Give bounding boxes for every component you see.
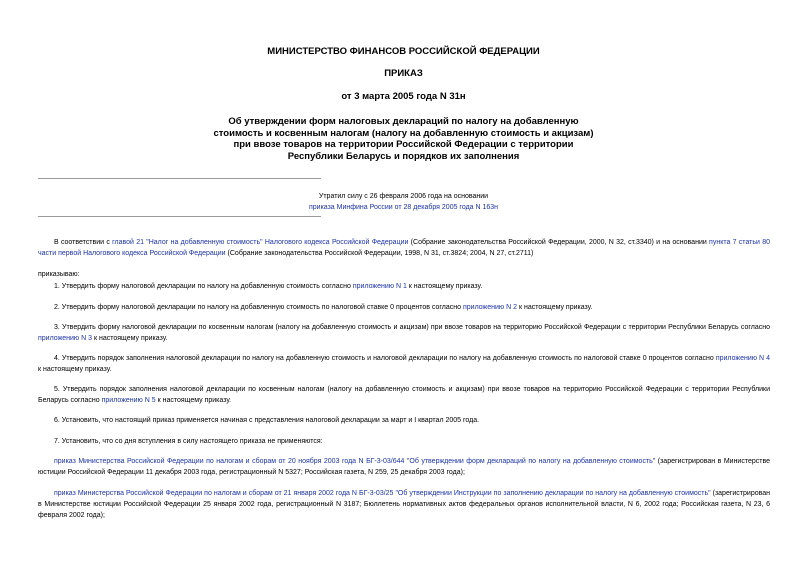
preamble-text: (Собрание законодательства Российской Федерации, 2000, N 32, ст.3340) и на основании: [408, 239, 710, 246]
title-line: стоимость и косвенным налогам (налогу на добавленную стоимость и акцизам): [213, 127, 594, 139]
item-text: к настоящему приказу.: [92, 335, 168, 342]
appendix-1-link[interactable]: приложению N 1: [352, 283, 407, 290]
ministry-heading: МИНИСТЕРСТВО ФИНАНСОВ РОССИЙСКОЙ ФЕДЕРАЦИИ: [267, 46, 540, 57]
order-item-2: [38, 302, 770, 313]
preamble-text: В соответствии с: [54, 239, 113, 246]
expired-link[interactable]: приказа Минфина России от 28 декабря 2005 года N 163н: [308, 204, 499, 211]
repealed-ref-2: [38, 488, 770, 521]
doc-type-heading: ПРИКАЗ: [384, 68, 423, 79]
item-text: 4. Утвердить порядок заполнения налоговой декларации по налогу на добавленную стоимость и налоговой декларации по налогу на добавленную стоимость по налоговой ставке 0 процентов согласно: [54, 355, 716, 362]
title-line: Республики Беларусь и порядков их заполнения: [287, 150, 520, 162]
order-item-3: [38, 322, 770, 344]
preamble-link-article80[interactable]: пункта 7 статьи 80 части первой Налогового кодекса Российской Федерации: [38, 239, 771, 257]
repealed-ref-2-link[interactable]: приказ Министерства Российской Федерации по налогам и сборам от 21 января 2002 года N БГ-3-03/25 "Об утверждении Инструкции по заполнению декларации по налогу на добавленную стоимость": [54, 490, 711, 497]
order-item-6: 6. Установить, что настоящий приказ применяется начиная с представления налоговой декларации за март и I квартал 2005 года.: [54, 417, 480, 424]
title-line: Об утверждении форм налоговых деклараций по налогу на добавленную: [228, 116, 579, 127]
order-item-5: [38, 384, 770, 406]
item-text: 3. Утвердить форму налоговой декларации по косвенным налогам (налогу на добавленную стоимость и акцизам) при ввозе товаров на территорию Российской Федерации с территории Республики Беларусь согласно: [54, 324, 770, 331]
divider-bottom: [38, 216, 321, 217]
date-number-heading: от 3 марта 2005 года N 31н: [341, 91, 466, 102]
repealed-ref-1-link[interactable]: приказ Министерства Российской Федерации по налогам и сборам от 20 ноября 2003 года N БГ-3-03/644 "Об утверждении форм деклараций по налогу на добавленную стоимость": [54, 458, 656, 465]
appendix-5-link[interactable]: приложению N 5: [101, 397, 156, 404]
divider-top: [38, 178, 321, 179]
order-item-1: [38, 281, 770, 292]
document-title: [0, 116, 807, 162]
order-item-7: 7. Установить, что со дня вступления в силу настоящего приказа не применяются:: [54, 438, 323, 445]
ref-text: (зарегистрирован в Министерстве юстиции Российской Федерации 25 января 2002 года, регистрационный N 3187; Бюллетень нормативных актов федеральных органов исполнительной власти, N 6, 2002 года; Российская газета, N 23, 6 февраля 2002 года);: [38, 490, 771, 519]
item-text: 2. Утвердить форму налоговой декларации по налогу на добавленную стоимость по налоговой ставке 0 процентов согласно: [54, 304, 463, 311]
item-text: к настоящему приказу.: [38, 366, 112, 373]
orders-word: приказываю:: [38, 271, 80, 278]
preamble-link-chapter21[interactable]: главой 21 "Налог на добавленную стоимость" Налогового кодекса Российской Федерации: [112, 239, 409, 246]
preamble-paragraph: [38, 237, 770, 259]
repealed-ref-1: [38, 456, 770, 478]
ref-text: (зарегистрирован в Министерстве юстиции Российской Федерации 11 декабря 2003 года, регистрационный N 5327; Российская газета, N 259, 25 декабря 2003 года);: [38, 458, 770, 476]
expired-text: Утратил силу с 26 февраля 2006 года на основании: [318, 193, 489, 200]
order-item-4: [38, 353, 770, 375]
item-text: к настоящему приказу.: [517, 304, 593, 311]
item-text: к настоящему приказу.: [406, 283, 483, 290]
appendix-3-link[interactable]: приложению N 3: [38, 335, 93, 342]
item-text: 1. Утвердить форму налоговой декларации по налогу на добавленную стоимость согласно: [54, 283, 353, 290]
item-text: 5. Утвердить порядок заполнения налоговой декларации по косвенным налогам (налогу на добавленную стоимость и акцизам) при ввозе товаров на территорию Российской Федерации с территории Республики Беларусь согласно: [38, 386, 770, 404]
appendix-4-link[interactable]: приложению N 4: [715, 355, 770, 362]
appendix-2-link[interactable]: приложению N 2: [462, 304, 517, 311]
title-line: при ввозе товаров на территории Российской Федерации с территории: [233, 139, 574, 150]
expired-notice: [0, 191, 807, 213]
item-text: к настоящему приказу.: [155, 397, 232, 404]
preamble-text: (Собрание законодательства Российской Федерации, 1998, N 31, ст.3824; 2004, N 27, ст.2711): [225, 250, 534, 257]
